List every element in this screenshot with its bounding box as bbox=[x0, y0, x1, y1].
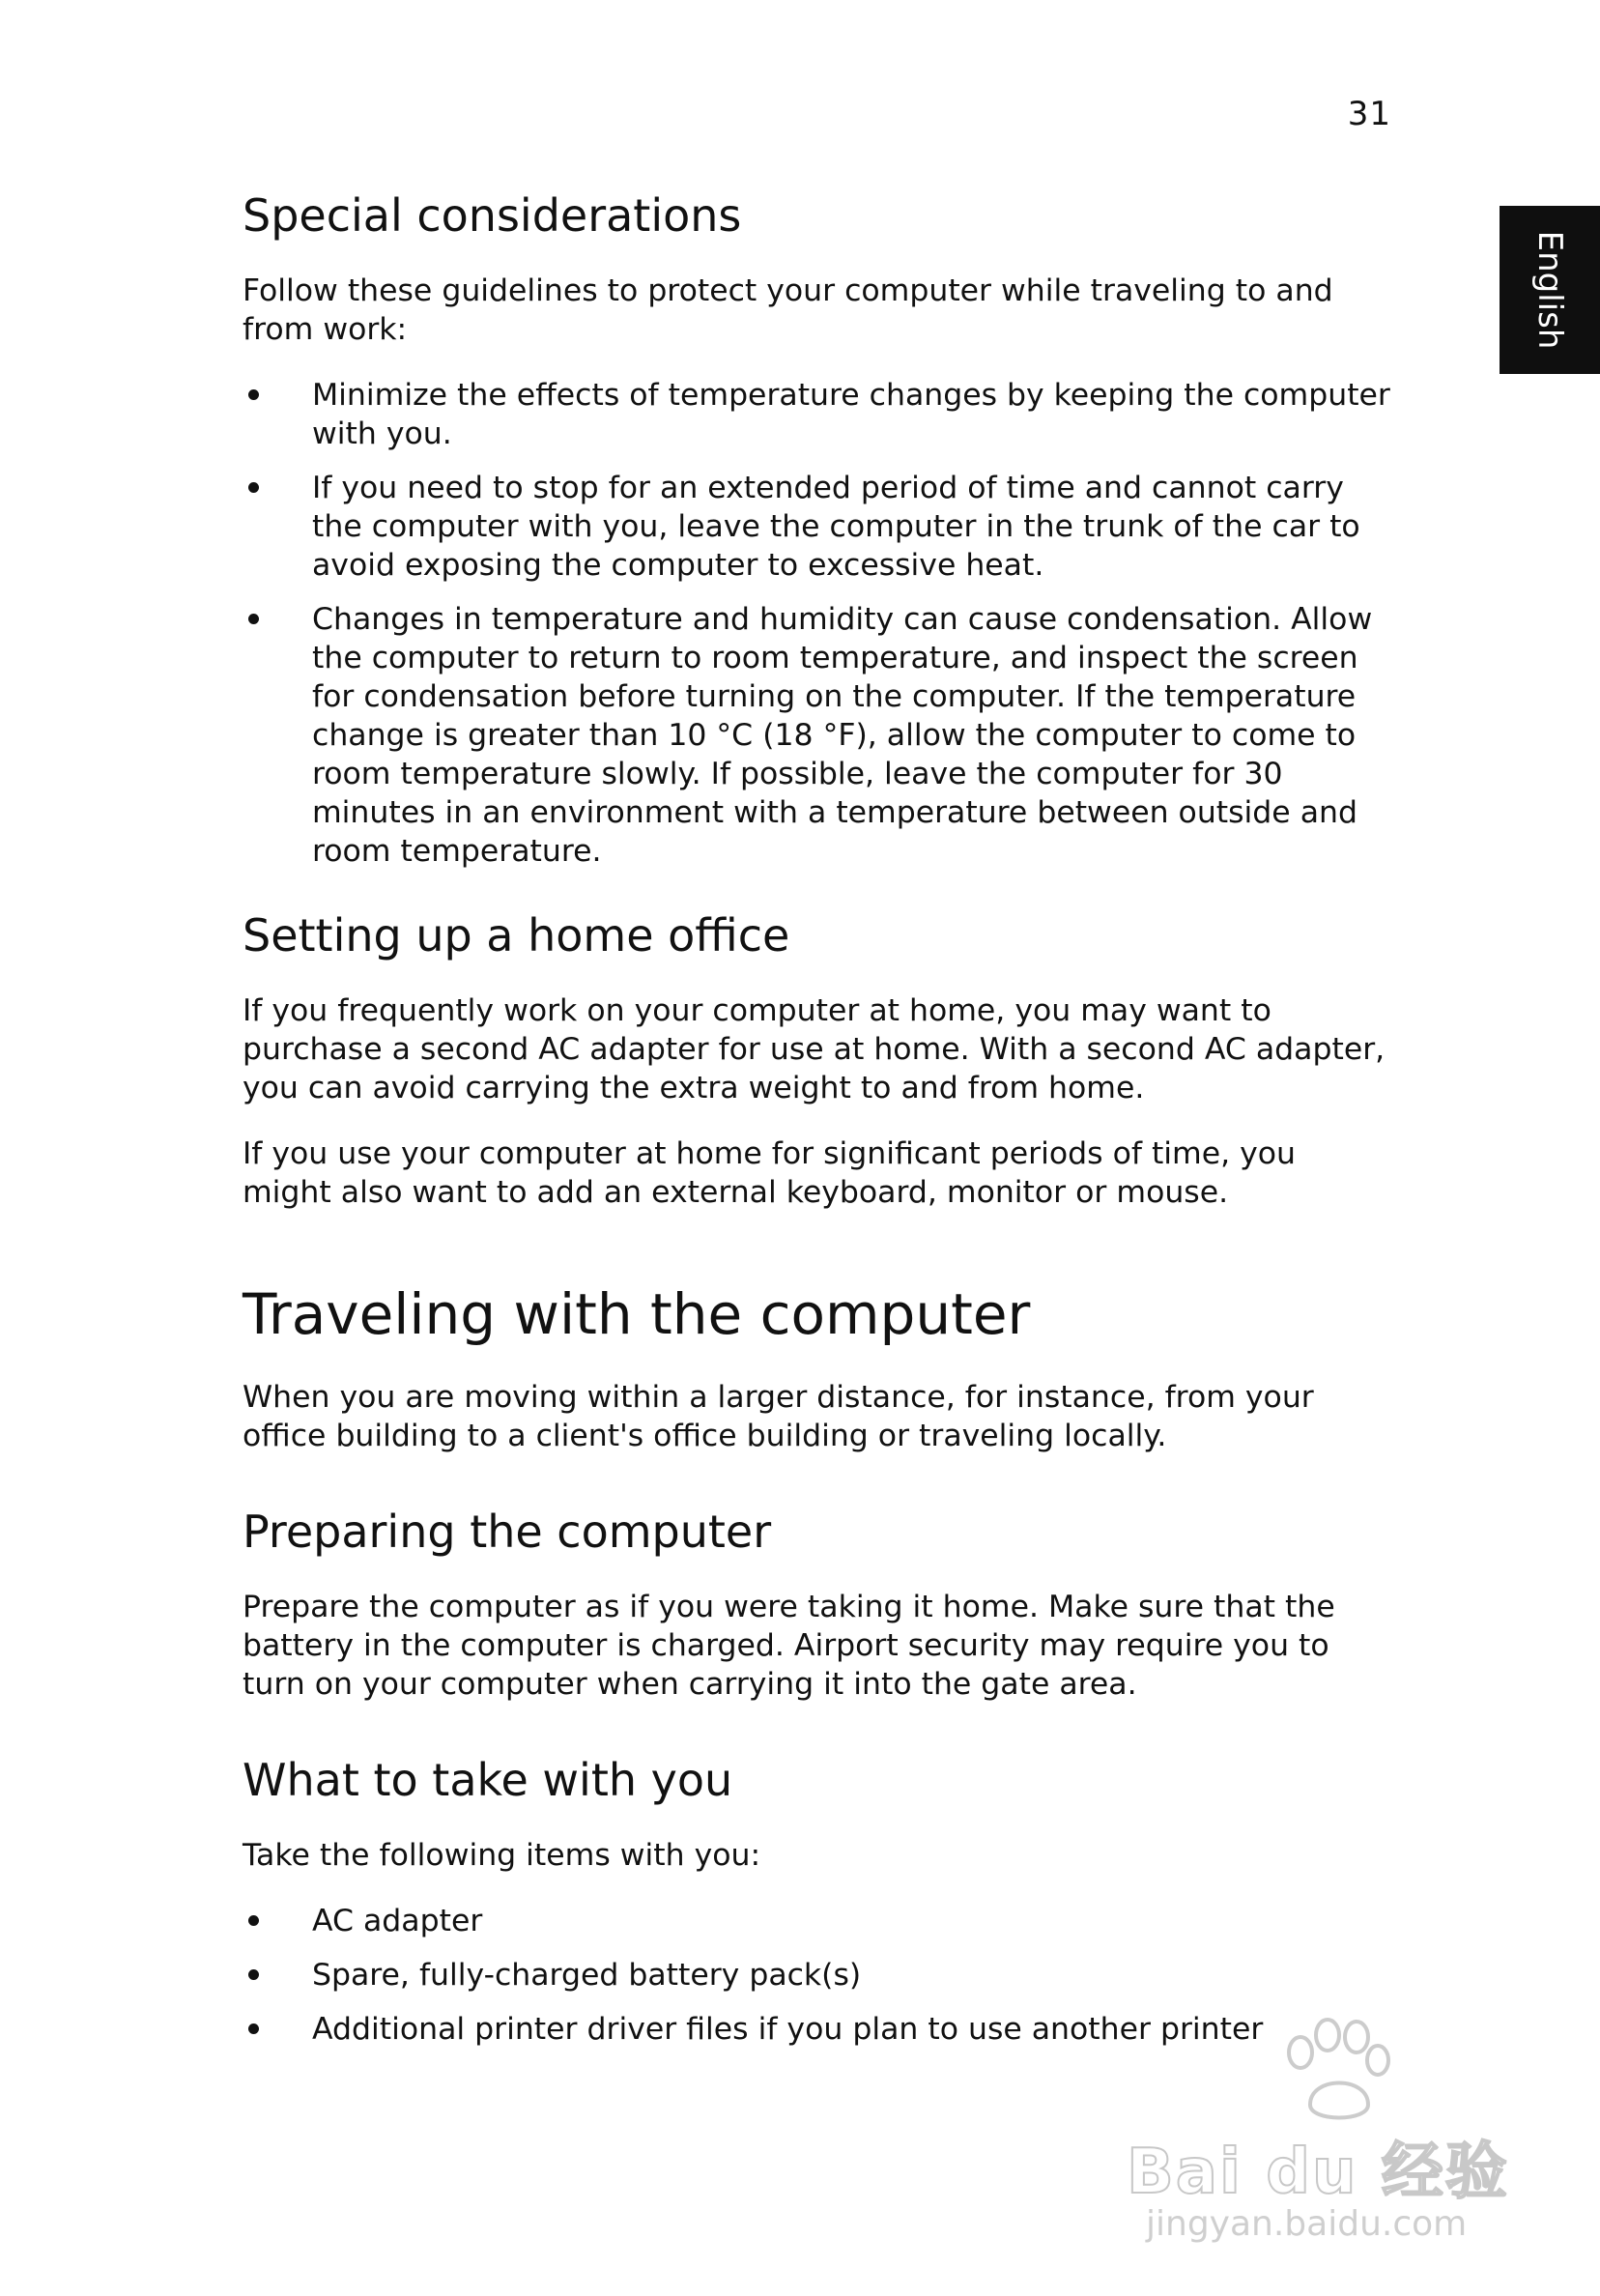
list-item: Spare, fully-charged battery pack(s) bbox=[243, 1956, 1392, 1995]
home-office-paragraph-2: If you use your computer at home for significant periods of time, you might also want to add an external keyboard, monitor or mouse. bbox=[243, 1136, 1297, 1211]
bullet-icon bbox=[248, 1969, 259, 1980]
bullet-icon bbox=[248, 2023, 259, 2034]
bullet-icon bbox=[248, 614, 259, 624]
bullet-icon bbox=[248, 389, 259, 400]
heading-home-office: Setting up a home office bbox=[243, 909, 790, 962]
baidu-watermark bbox=[1127, 2016, 1532, 2248]
watermark-brand: Bai du 经验 bbox=[1127, 2137, 1509, 2208]
bullet-icon bbox=[248, 482, 259, 493]
preparing-text: Prepare the computer as if you were taking it home. Make sure that the battery in the computer is charged. Airport security may require you to turn on your computer when carrying it into the gate area. bbox=[243, 1590, 1335, 1703]
list-item: Minimize the effects of temperature changes by keeping the computer with you. bbox=[243, 376, 1392, 453]
list-item: Additional printer driver files if you plan to use another printer bbox=[243, 2010, 1392, 2049]
page-content bbox=[243, 189, 1392, 2064]
what-to-take-intro: Take the following items with you: bbox=[243, 1838, 761, 1874]
heading-what-to-take: What to take with you bbox=[243, 1754, 733, 1807]
traveling-intro: When you are moving within a larger distance, for instance, from your office building to a client's office building or traveling locally. bbox=[243, 1379, 1314, 1453]
special-bullet-list bbox=[243, 376, 1392, 871]
language-tab bbox=[1500, 206, 1600, 374]
special-intro: Follow these guidelines to protect your computer while traveling to and from work: bbox=[243, 273, 1333, 348]
watermark-url: jingyan.baidu.com bbox=[1146, 2204, 1468, 2244]
list-item: Changes in temperature and humidity can cause condensation. Allow the computer to return to room temperature, and inspect the screen for condensation before turning on the computer. If the temperature change is greater than 10 °C (18 °F), allow the computer to come to room temperature slowly. If possible, leave the computer for 30 minutes in an environment with a temperature between outside and room temperature. bbox=[243, 600, 1392, 871]
heading-preparing: Preparing the computer bbox=[243, 1505, 772, 1558]
heading-traveling: Traveling with the computer bbox=[243, 1281, 1031, 1348]
bullet-icon bbox=[248, 1915, 259, 1926]
list-item: If you need to stop for an extended period of time and cannot carry the computer with you, leave the computer in the trunk of the car to avoid exposing the computer to excessive heat. bbox=[243, 469, 1392, 585]
heading-special-considerations: Special considerations bbox=[243, 189, 742, 242]
language-tab-label: English bbox=[1530, 230, 1569, 350]
page-number: 31 bbox=[1347, 95, 1391, 133]
list-item: AC adapter bbox=[243, 1902, 1392, 1940]
paw-icon bbox=[1271, 2016, 1397, 2132]
home-office-paragraph-1: If you frequently work on your computer at home, you may want to purchase a second AC adapter for use at home. With a second AC adapter, you can avoid carrying the extra weight to and from home. bbox=[243, 993, 1386, 1106]
